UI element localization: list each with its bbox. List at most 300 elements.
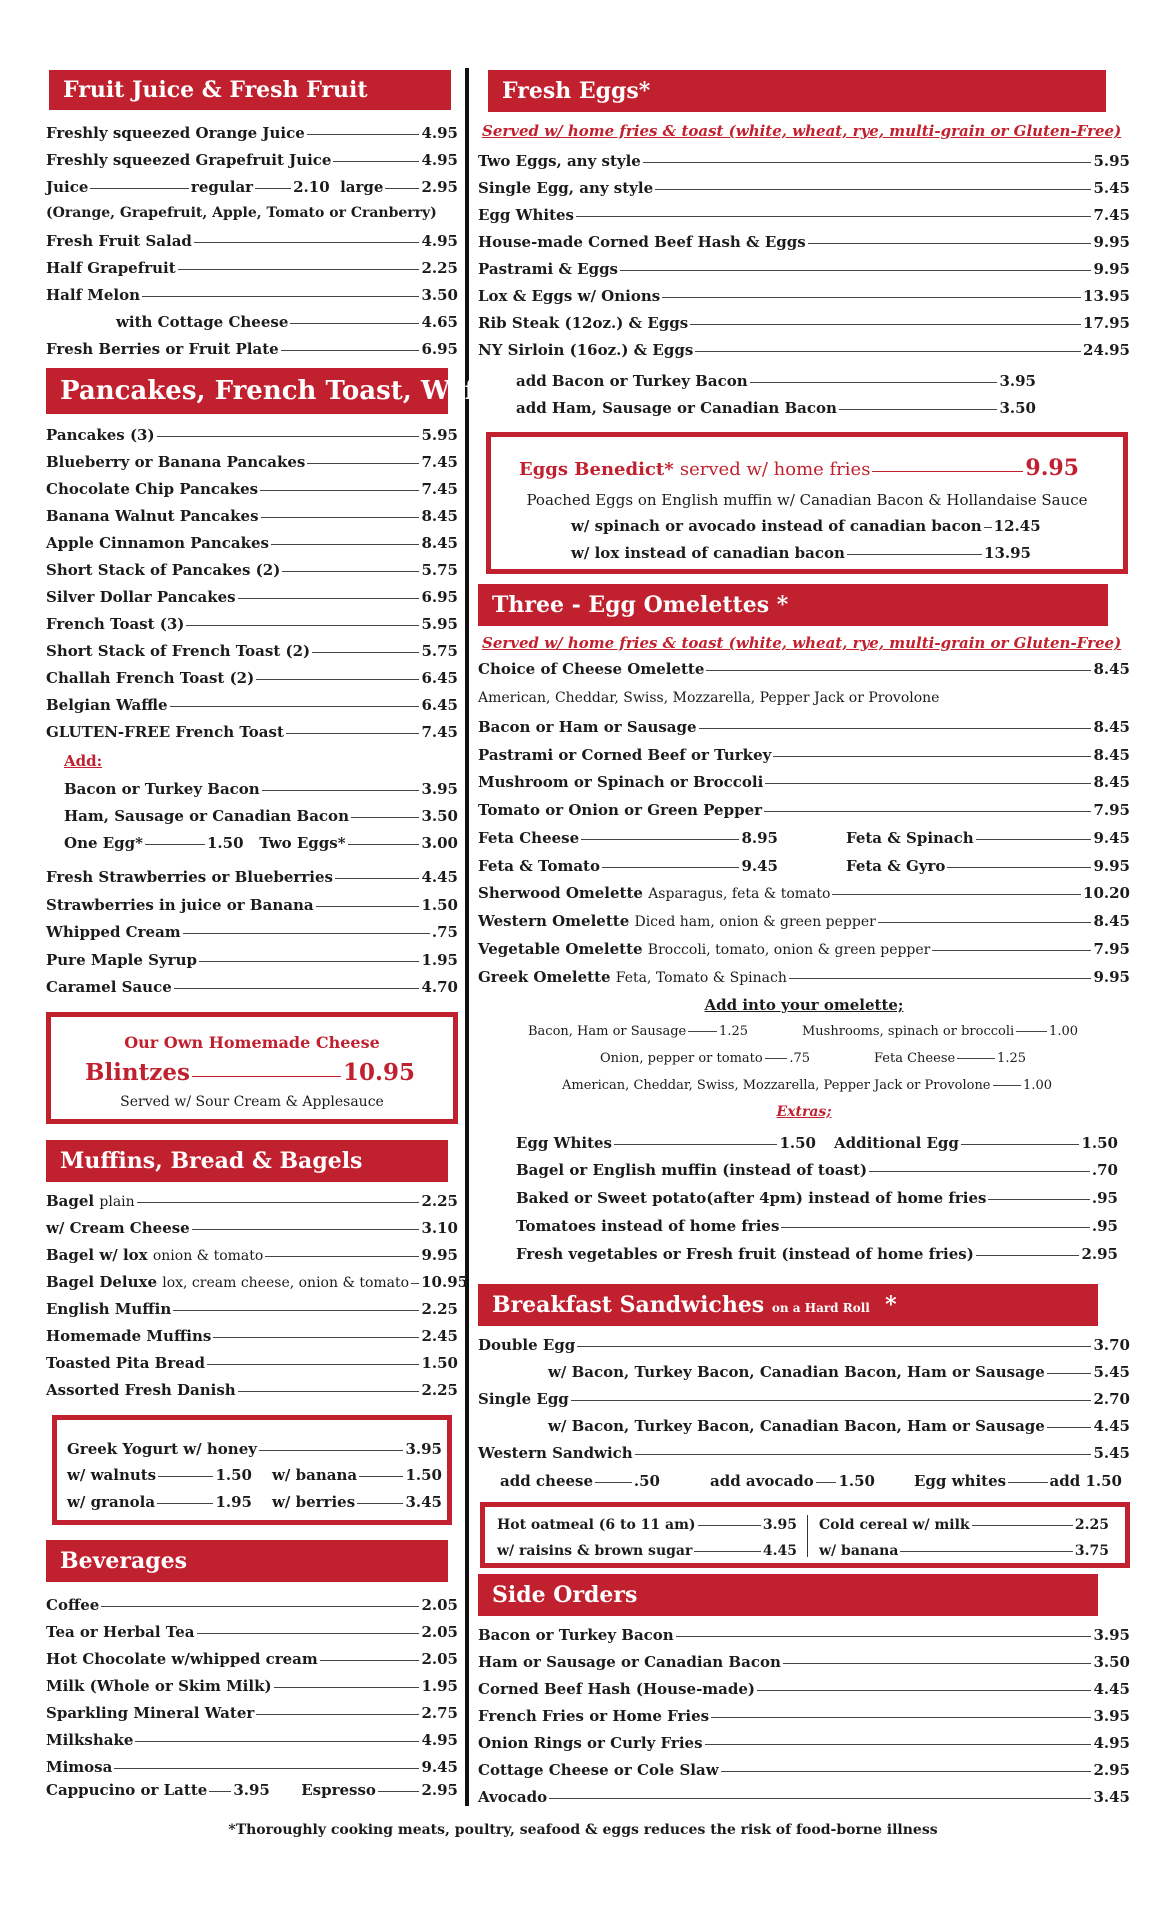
sides-header <box>478 1574 1098 1616</box>
benedict-desc: Poached Eggs on English muffin w/ Canadian Bacon & Hollandaise Sauce <box>526 491 1088 509</box>
item-price: 7.95 <box>1093 800 1130 819</box>
item-label <box>478 801 762 819</box>
item-name: Bagel <box>46 1192 95 1210</box>
menu-item <box>516 1134 816 1152</box>
item-label: Feta Cheese <box>478 829 580 847</box>
item-label: add cheese <box>500 1472 594 1490</box>
blintzes-item <box>85 1059 415 1086</box>
item-name: Lox & Eggs w/ Onions <box>478 287 661 305</box>
menu-item <box>46 1219 458 1237</box>
item-price: add 1.50 <box>1049 1472 1122 1490</box>
item-label: Feta & Spinach <box>846 829 974 847</box>
item-label: Egg Whites <box>516 1134 612 1152</box>
item-label: Freshly squeezed Orange Juice <box>46 124 305 142</box>
item-price: 2.45 <box>421 1327 458 1345</box>
item-name: Milk (Whole or Skim Milk) <box>46 1677 272 1695</box>
menu-item <box>272 1493 442 1511</box>
menu-item <box>548 1417 1130 1435</box>
menu-item <box>478 746 1130 764</box>
item-price: 9.95 <box>1093 260 1130 278</box>
item-label <box>478 260 618 278</box>
beverages-header <box>46 1540 448 1582</box>
item-label <box>478 1680 755 1698</box>
item-label: Feta & Gyro <box>846 857 946 875</box>
item-price: 3.95 <box>762 1517 797 1533</box>
juice-note: (Orange, Grapefruit, Apple, Tomato or Cranberry) <box>46 205 437 221</box>
item-name: Strawberries in juice or Banana <box>46 895 314 914</box>
item-price: 1.50 <box>838 1472 875 1490</box>
item-label: Feta Cheese <box>874 1051 956 1066</box>
benedict-box <box>486 432 1128 574</box>
item-label <box>46 1381 236 1399</box>
item-name: Toasted Pita Bread <box>46 1354 205 1372</box>
item-price: 2.25 <box>421 1192 458 1210</box>
menu-item <box>46 259 458 277</box>
item-label <box>478 1390 569 1408</box>
item-label <box>516 1245 974 1263</box>
menu-item <box>46 951 458 969</box>
one-egg-label: One Egg* <box>64 834 143 852</box>
menu-item <box>478 940 1130 958</box>
menu-item <box>497 1543 797 1559</box>
item-price: 2.25 <box>421 1381 458 1399</box>
item-name: French Fries or Home Fries <box>478 1707 710 1725</box>
item-label: Hot oatmeal (6 to 11 am) <box>497 1517 696 1533</box>
menu-item <box>478 314 1130 332</box>
menu-item <box>46 669 458 687</box>
item-price: 3.95 <box>421 780 458 798</box>
item-name: NY Sirloin (16oz.) & Eggs <box>478 341 694 359</box>
oatmeal-divider <box>807 1515 808 1557</box>
item-label <box>46 1273 409 1291</box>
menu-item <box>46 588 458 606</box>
menu-item <box>67 1493 252 1511</box>
menu-item <box>500 1472 660 1490</box>
item-label: add Bacon or Turkey Bacon <box>516 372 748 390</box>
item-label: Mushrooms, spinach or broccoli <box>802 1024 1015 1039</box>
item-price: 7.45 <box>1093 206 1130 224</box>
menu-item <box>478 1761 1130 1779</box>
item-price: 4.65 <box>421 313 458 331</box>
item-price: 8.45 <box>421 507 458 525</box>
menu-item <box>46 642 458 660</box>
item-label <box>478 884 830 902</box>
menu-item <box>478 773 1130 791</box>
item-label: Bacon, Ham or Sausage <box>528 1024 687 1039</box>
item-desc: lox, cream cheese, onion & tomato <box>162 1275 410 1291</box>
menu-item <box>116 313 458 331</box>
item-name: Tomato or Onion or Green Pepper <box>478 800 763 819</box>
item-name: Sherwood Omelette <box>478 884 643 902</box>
item-price: 4.95 <box>421 124 458 142</box>
item-name: Pure Maple Syrup <box>46 950 197 969</box>
item-label <box>516 1161 867 1179</box>
juice-large-price: 2.95 <box>421 178 458 196</box>
item-label <box>46 669 254 687</box>
item-name: Bagel Deluxe <box>46 1273 157 1291</box>
omelettes-served-note: Served w/ home fries & toast (white, wheat, rye, multi-grain or Gluten-Free) <box>482 634 1122 652</box>
menu-item <box>46 480 458 498</box>
item-desc: Diced ham, onion & green pepper <box>634 914 876 930</box>
item-label: Egg whites <box>914 1472 1007 1490</box>
item-price: 24.95 <box>1083 341 1130 359</box>
item-price: 5.45 <box>1093 1444 1130 1462</box>
item-name: Western Omelette <box>478 912 630 930</box>
item-label: Onion, pepper or tomato <box>600 1051 763 1066</box>
item-price: .70 <box>1091 1161 1118 1179</box>
column-divider <box>465 68 469 1806</box>
item-price: 2.70 <box>1093 1390 1130 1408</box>
omelettes-header <box>478 584 1108 626</box>
menu-item <box>46 534 458 552</box>
item-label <box>478 1707 709 1725</box>
menu-item <box>478 718 1130 736</box>
item-label: w/ granola <box>67 1493 156 1511</box>
sandwiches-star: * <box>885 1292 897 1318</box>
sides-title: Side Orders <box>492 1582 638 1608</box>
blintzes-name: Blintzes <box>85 1059 190 1086</box>
menu-item <box>46 1704 458 1722</box>
item-label <box>478 746 771 764</box>
item-price: 4.95 <box>421 151 458 169</box>
item-label: Greek Yogurt w/ honey <box>67 1440 257 1458</box>
menu-item <box>478 287 1130 305</box>
menu-item <box>46 286 458 304</box>
item-label <box>46 1354 205 1372</box>
item-label: Fresh Fruit Salad <box>46 232 192 250</box>
item-price: 10.20 <box>1083 884 1130 902</box>
menu-item <box>272 1466 442 1484</box>
item-label <box>46 588 236 606</box>
item-label <box>478 940 930 958</box>
item-name: Greek Omelette <box>478 968 611 986</box>
item-desc: Broccoli, tomato, onion & green pepper <box>647 942 931 958</box>
item-label: w/ banana <box>819 1543 899 1559</box>
item-name: Two Eggs, any style <box>478 152 641 170</box>
item-label <box>46 561 280 579</box>
item-name: Silver Dollar Pancakes <box>46 588 236 606</box>
item-label <box>478 287 660 305</box>
item-name: Baked or Sweet potato(after 4pm) instead of home fries <box>516 1189 987 1207</box>
item-price: 9.45 <box>421 1758 458 1776</box>
menu-item <box>802 1024 1078 1039</box>
item-price: 2.25 <box>421 1300 458 1318</box>
item-label <box>478 314 688 332</box>
item-price: 2.95 <box>1093 1761 1130 1779</box>
menu-item <box>46 978 458 996</box>
sandwiches-title: Breakfast Sandwiches <box>492 1292 765 1318</box>
footer-note: *Thoroughly cooking meats, poultry, seafood & eggs reduces the risk of food-borne illness <box>228 1822 938 1838</box>
item-price: 7.45 <box>421 453 458 471</box>
menu-item <box>46 1650 458 1668</box>
item-name: Vegetable Omelette <box>478 940 643 958</box>
item-label: add avocado <box>710 1472 814 1490</box>
menu-item <box>46 1758 458 1776</box>
item-price: 9.95 <box>1093 968 1130 986</box>
benedict-name: Eggs Benedict* <box>519 459 674 480</box>
pancakes-title: Pancakes, French Toast, Waffles <box>60 376 525 406</box>
item-price: 9.45 <box>1093 829 1130 847</box>
item-name: Caramel Sauce <box>46 978 172 996</box>
item-name: English Muffin <box>46 1300 172 1318</box>
blintzes-price: 10.95 <box>342 1059 415 1086</box>
item-name: w/ Cream Cheese <box>46 1219 190 1237</box>
item-name: Rib Steak (12oz.) & Eggs <box>478 314 689 332</box>
item-price: 3.75 <box>1074 1543 1109 1559</box>
one-egg-price: 1.50 <box>207 834 244 852</box>
menu-item <box>478 857 778 875</box>
item-name: Homemade Muffins <box>46 1327 212 1345</box>
add-label: Add: <box>64 752 103 770</box>
item-price: 3.45 <box>405 1493 442 1511</box>
item-label <box>46 1327 211 1345</box>
item-price: 1.25 <box>719 1024 748 1039</box>
item-name: Pastrami & Eggs <box>478 260 619 278</box>
item-name: French Toast (3) <box>46 615 185 633</box>
menu-item <box>710 1472 875 1490</box>
item-price: 13.95 <box>1083 287 1130 305</box>
item-label <box>478 1336 575 1354</box>
item-price: 9.95 <box>1093 857 1130 875</box>
menu-item <box>46 426 458 444</box>
item-label <box>46 1623 195 1641</box>
item-label <box>46 696 168 714</box>
espresso-price: 2.95 <box>421 1781 458 1799</box>
item-name: w/ Bacon, Turkey Bacon, Canadian Bacon, Ham or Sausage <box>548 1417 1045 1435</box>
item-price: 2.25 <box>421 259 458 277</box>
item-price: 5.45 <box>1093 1363 1130 1381</box>
menu-item <box>516 1217 1118 1235</box>
item-desc: Asparagus, feta & tomato <box>648 886 831 902</box>
item-price: 13.95 <box>984 544 1031 562</box>
menu-item <box>46 561 458 579</box>
blintzes-heading: Our Own Homemade Cheese <box>124 1033 380 1052</box>
menu-item <box>478 179 1130 197</box>
item-name: Single Egg, any style <box>478 179 654 197</box>
item-name: Western Sandwich <box>478 1444 633 1462</box>
item-price: 1.95 <box>215 1493 252 1511</box>
item-name: Mushroom or Spinach or Broccoli <box>478 773 764 791</box>
item-price: 5.95 <box>421 615 458 633</box>
menu-item <box>600 1051 810 1066</box>
menu-item <box>46 1596 458 1614</box>
item-name: Assorted Fresh Danish <box>46 1381 236 1399</box>
item-price: 3.95 <box>1093 1626 1130 1644</box>
item-label: Half Melon <box>46 286 141 304</box>
item-name: Chocolate Chip Pancakes <box>46 480 259 498</box>
item-label: Feta & Tomato <box>478 857 600 875</box>
menu-item <box>562 1078 1052 1093</box>
item-price: 7.95 <box>1093 940 1130 958</box>
item-price: 5.45 <box>1093 179 1130 197</box>
item-price: 4.70 <box>421 978 458 996</box>
item-name: Sparkling Mineral Water <box>46 1704 255 1722</box>
item-price: 7.45 <box>421 723 458 741</box>
item-label <box>478 179 653 197</box>
menu-item <box>571 517 1041 535</box>
item-label <box>46 1192 135 1210</box>
menu-item <box>516 1245 1118 1263</box>
item-name: Pancakes (3) <box>46 426 155 444</box>
item-name: Single Egg <box>478 1390 569 1408</box>
item-label <box>46 426 155 444</box>
item-name: Avocado <box>478 1788 548 1806</box>
menu-item <box>497 1517 797 1533</box>
item-label <box>46 896 314 914</box>
menu-item <box>478 1680 1130 1698</box>
item-name: Blueberry or Banana Pancakes <box>46 453 306 471</box>
item-label: Bacon or Turkey Bacon <box>64 780 260 798</box>
pancakes-header <box>46 368 525 414</box>
item-label <box>46 951 197 969</box>
item-price: 2.75 <box>421 1704 458 1722</box>
item-label <box>548 1363 1045 1381</box>
coffee-specials <box>46 1781 458 1799</box>
menu-item <box>46 723 458 741</box>
item-label <box>478 968 787 986</box>
menu-item <box>478 801 1130 819</box>
item-price: 9.95 <box>421 1246 458 1264</box>
item-name: Mimosa <box>46 1758 113 1776</box>
menu-item <box>46 1300 458 1318</box>
add-into-omelette-title: Add into your omelette; <box>704 996 904 1014</box>
item-price: 3.70 <box>1093 1336 1130 1354</box>
item-label <box>46 1758 112 1776</box>
item-name: Double Egg <box>478 1336 576 1354</box>
item-price: 8.45 <box>1093 745 1130 764</box>
item-label: Choice of Cheese Omelette <box>478 660 705 678</box>
item-label: Fresh Berries or Fruit Plate <box>46 340 279 358</box>
item-price: 1.50 <box>215 1466 252 1484</box>
item-price: 3.50 <box>421 286 458 304</box>
eggs-served-note: Served w/ home fries & toast (white, wheat, rye, multi-grain or Gluten-Free) <box>482 122 1122 140</box>
item-price: 12.45 <box>993 517 1041 535</box>
juice-regular-label: regular <box>190 178 254 196</box>
item-price: 2.05 <box>421 1623 458 1641</box>
eggs-title: Fresh Eggs* <box>502 78 651 104</box>
item-price: 3.50 <box>421 807 458 825</box>
menu-item <box>46 507 458 525</box>
item-price: 1.95 <box>421 1677 458 1695</box>
menu-item <box>516 1189 1118 1207</box>
cheese-options-note: American, Cheddar, Swiss, Mozzarella, Pepper Jack or Provolone <box>478 690 940 706</box>
menu-item <box>478 206 1130 224</box>
muffins-title: Muffins, Bread & Bagels <box>60 1148 363 1174</box>
item-label: add Ham, Sausage or Canadian Bacon <box>516 399 837 417</box>
item-price: 1.00 <box>1049 1024 1078 1039</box>
menu-item <box>46 896 458 914</box>
item-label: w/ lox instead of canadian bacon <box>571 544 845 562</box>
item-price: 4.45 <box>1093 1680 1130 1698</box>
item-price: 4.95 <box>421 1731 458 1749</box>
item-price: 2.25 <box>1074 1517 1109 1533</box>
item-label <box>46 978 172 996</box>
item-label <box>478 152 641 170</box>
item-name: Pastrami or Corned Beef or Turkey <box>478 745 772 764</box>
menu-item <box>478 1336 1130 1354</box>
eggs-header <box>488 70 1106 112</box>
menu-item <box>874 1051 1026 1066</box>
item-price: 9.95 <box>1093 233 1130 251</box>
item-name: House-made Corned Beef Hash & Eggs <box>478 233 806 251</box>
menu-item <box>46 453 458 471</box>
item-name: GLUTEN-FREE French Toast <box>46 723 284 741</box>
item-label <box>478 1761 719 1779</box>
item-name: Hot Chocolate w/whipped cream <box>46 1650 318 1668</box>
menu-item <box>478 1707 1130 1725</box>
item-label <box>46 868 333 886</box>
menu-item <box>46 923 458 941</box>
benedict-item <box>519 455 1079 481</box>
item-price: 5.75 <box>421 561 458 579</box>
item-price: 1.25 <box>997 1051 1026 1066</box>
menu-item <box>46 1731 458 1749</box>
item-price: 5.75 <box>421 642 458 660</box>
item-label <box>478 1653 781 1671</box>
item-name: Belgian Waffle <box>46 696 168 714</box>
menu-item <box>516 372 1036 390</box>
item-name: Banana Walnut Pancakes <box>46 507 259 525</box>
menu-item <box>834 1134 1118 1152</box>
menu-item <box>478 829 778 847</box>
menu-item <box>46 1381 458 1399</box>
item-price: .75 <box>789 1051 810 1066</box>
item-price: 1.50 <box>779 1134 816 1152</box>
muffins-header <box>46 1140 448 1182</box>
item-label <box>46 923 181 941</box>
fruit-title: Fruit Juice & Fresh Fruit <box>63 77 368 103</box>
item-label <box>478 912 876 930</box>
menu-item <box>46 340 458 358</box>
juice-label: Juice <box>46 178 89 196</box>
item-label: w/ spinach or avocado instead of canadian bacon <box>571 517 982 535</box>
item-name: Bacon or Ham or Sausage <box>478 718 697 736</box>
item-price: 5.95 <box>421 426 458 444</box>
item-price: .95 <box>1091 1189 1118 1207</box>
menu-item <box>846 857 1130 875</box>
item-price: 3.10 <box>421 1219 458 1237</box>
item-price: 2.05 <box>421 1596 458 1614</box>
item-price: 6.95 <box>421 340 458 358</box>
item-name: Coffee <box>46 1596 100 1614</box>
menu-item <box>478 1626 1130 1644</box>
item-label <box>46 723 284 741</box>
item-price: 1.95 <box>421 950 458 969</box>
menu-item <box>478 1444 1130 1462</box>
item-label <box>478 1788 547 1806</box>
menu-item <box>46 1327 458 1345</box>
menu-item <box>46 1246 458 1264</box>
item-name: Challah French Toast (2) <box>46 669 255 687</box>
item-label <box>46 1731 133 1749</box>
item-label <box>478 773 763 791</box>
espresso-label: Espresso <box>301 1781 376 1799</box>
item-price: 6.45 <box>421 696 458 714</box>
item-desc: onion & tomato <box>152 1248 264 1264</box>
menu-item <box>67 1466 252 1484</box>
item-price: 8.95 <box>741 829 778 847</box>
item-price: .50 <box>633 1472 660 1490</box>
menu-item <box>64 780 458 798</box>
item-price: 6.45 <box>421 669 458 687</box>
beverages-title: Beverages <box>60 1548 187 1574</box>
menu-item <box>819 1543 1109 1559</box>
item-label: w/ berries <box>272 1493 356 1511</box>
menu-item <box>478 912 1130 930</box>
blintzes-box <box>46 1012 458 1124</box>
item-label <box>46 1596 99 1614</box>
menu-item <box>478 1390 1130 1408</box>
